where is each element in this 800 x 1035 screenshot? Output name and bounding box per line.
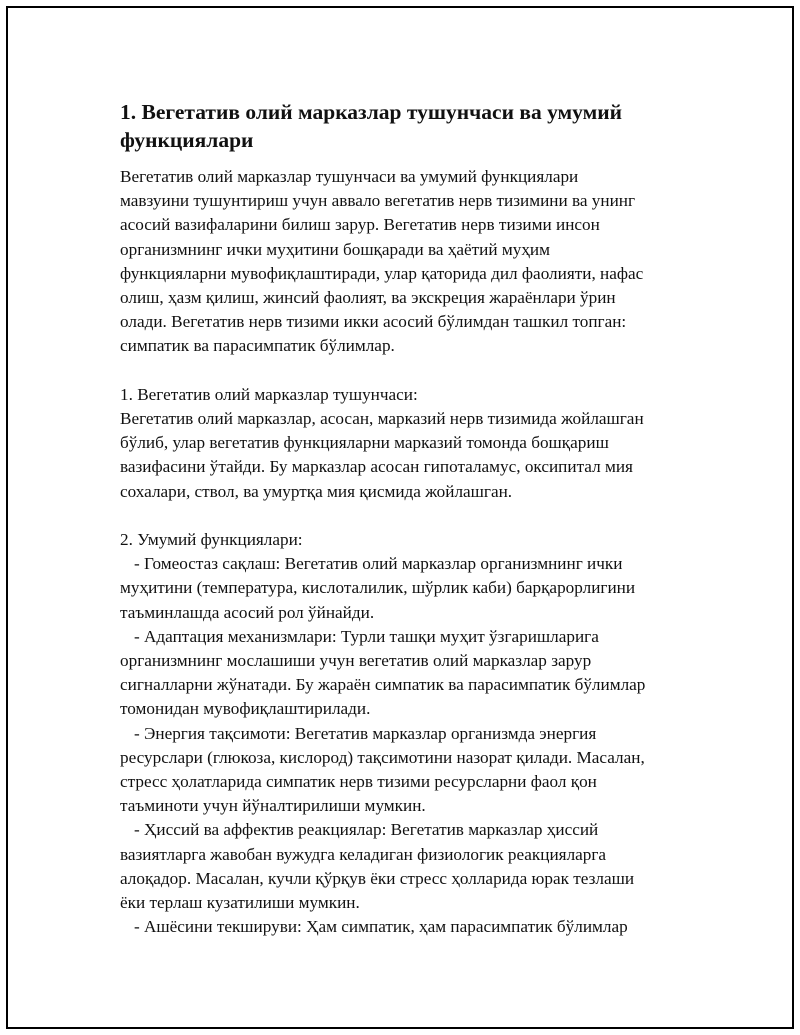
- text-line: бўлиб, улар вегетатив функцияларни марказий томонда бошқариш: [120, 433, 609, 453]
- title-line: функциялари: [120, 128, 254, 152]
- paragraph-gap: [120, 504, 700, 528]
- text-line: Вегетатив олий марказлар тушунчаси ва умумий функциялари: [120, 167, 579, 186]
- list-item-digestion: [120, 915, 700, 939]
- text-line: сохалари, ствол, ва умуртқа мия қисмида жойлашган.: [120, 481, 513, 501]
- text-line: алоқадор. Масалан, кучли қўрқув ёки стресс ҳолларида юрак тезлаши: [120, 868, 635, 888]
- section-heading: 1. Вегетатив олий марказлар тушунчаси:: [120, 384, 418, 404]
- text-line: асосий вазифаларини билиш зарур. Вегетатив нерв тизими инсон: [120, 215, 600, 235]
- section-functions: [120, 528, 700, 939]
- intro-paragraph: [120, 165, 700, 359]
- text-line: сигналларни жўнатади. Бу жараён симпатик ва парасимпатик бўлимлар: [120, 675, 646, 695]
- text-line: вазифасини ўтайди. Бу марказлар асосан гипоталамус, оксипитал мия: [120, 457, 633, 477]
- page-frame: [6, 6, 794, 1029]
- text-line: стресс ҳолатларида симпатик нерв тизими ресурсларни фаол қон: [120, 772, 597, 792]
- list-item-lead: - Ҳиссий ва аффектив реакциялар: Вегетатив марказлар ҳиссий: [134, 820, 599, 840]
- text-line: функцияларни мувофиқлаштиради, улар қаторида дил фаолияти, нафас: [120, 263, 644, 283]
- list-item-homeostasis: [120, 552, 700, 625]
- document-body: [120, 98, 700, 939]
- text-line: мавзуини тушунтириш учун аввало вегетатив нерв тизимини ва унинг: [120, 191, 636, 211]
- list-item-lead: - Адаптация механизмлари: Турли ташқи муҳит ўзгаришларига: [134, 626, 599, 646]
- text-line: олади. Вегетатив нерв тизими икки асосий бўлимдан ташкил топган:: [120, 312, 627, 332]
- list-item-lead: - Гомеостаз сақлаш: Вегетатив олий марказлар организмнинг ички: [134, 554, 623, 574]
- text-line: ёки терлаш кузатилиши мумкин.: [120, 893, 360, 913]
- paragraph-gap: [120, 359, 700, 383]
- text-line: организмнинг ички муҳитини бошқаради ва ҳаётий муҳим: [120, 239, 550, 259]
- text-line: таъминоти учун йўналтирилиши мумкин.: [120, 796, 426, 816]
- document-title: [120, 98, 700, 154]
- text-line: симпатик ва парасимпатик бўлимлар.: [120, 336, 395, 356]
- text-line: организмнинг мослашиши учун вегетатив олий марказлар зарур: [120, 651, 592, 671]
- list-item-lead: - Энергия тақсимоти: Вегетатив марказлар организмда энергия: [134, 723, 597, 743]
- text-line: олиш, ҳазм қилиш, жинсий фаолият, ва экскреция жараёнлари ўрин: [120, 288, 616, 308]
- list-item-energy: [120, 722, 700, 819]
- title-line: 1. Вегетатив олий марказлар тушунчаси ва умумий: [120, 100, 623, 124]
- section-heading: 2. Умумий функциялари:: [120, 530, 303, 550]
- list-item-emotional: [120, 818, 700, 915]
- text-line: муҳитини (температура, кислоталилик, шўрлик каби) барқарорлигини: [120, 578, 636, 598]
- text-line: Вегетатив олий марказлар, асосан, марказий нерв тизимида жойлашган: [120, 409, 644, 429]
- list-item-lead: - Ашёсини текшируви: Ҳам симпатик, ҳам парасимпатик бўлимлар: [134, 917, 628, 937]
- text-line: томонидан мувофиқлаштирилади.: [120, 699, 371, 719]
- list-item-adaptation: [120, 625, 700, 722]
- section-concept: [120, 383, 700, 504]
- text-line: таъминлашда асосий рол ўйнайди.: [120, 602, 375, 622]
- text-line: ресурслари (глюкоза, кислород) тақсимотини назорат қилади. Масалан,: [120, 747, 645, 767]
- text-line: вазиятларга жавобан вужудга келадиган физиологик реакцияларга: [120, 844, 607, 864]
